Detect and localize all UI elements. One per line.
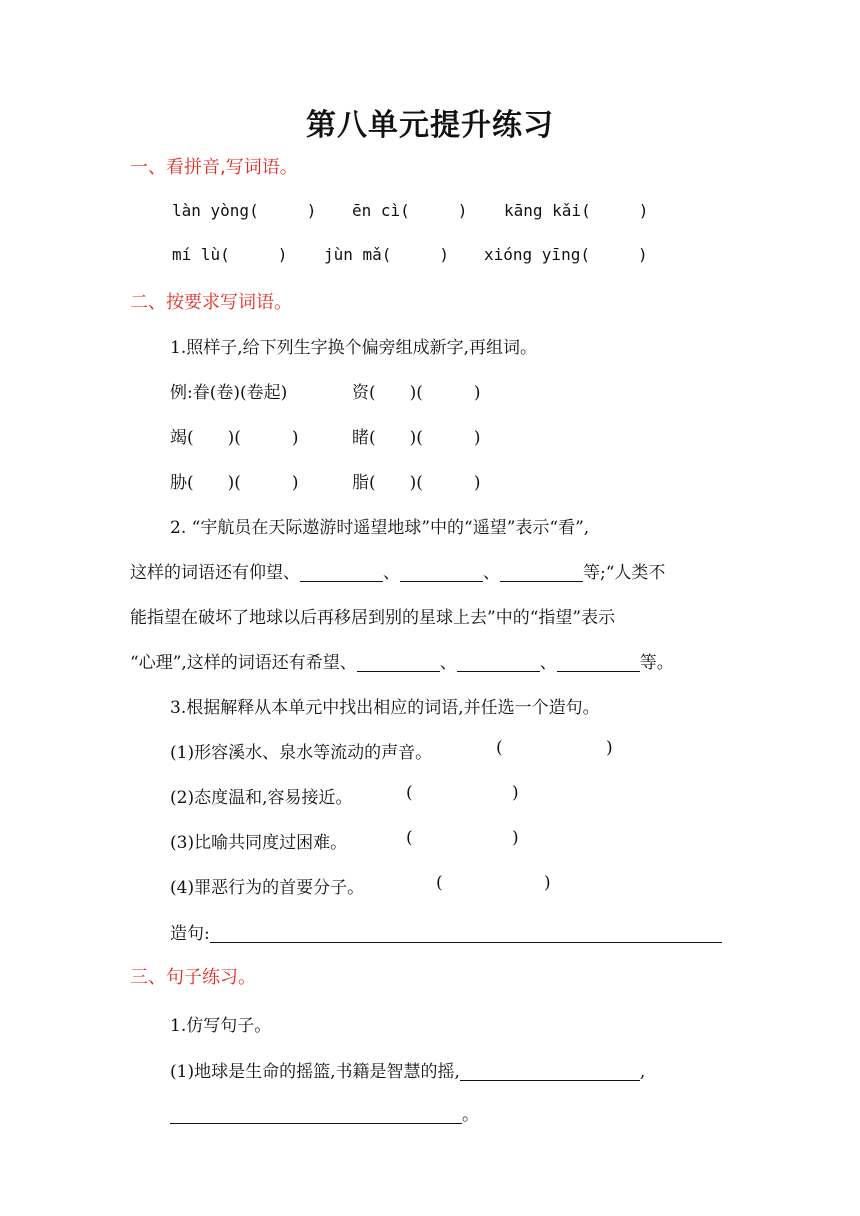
fill-blank[interactable] [357, 653, 440, 672]
q2-text: “心理”,这样的词语还有希望、 [130, 653, 357, 673]
paren-open: ( [496, 738, 503, 758]
q1-blank-item: 脂( )( ) [352, 473, 481, 493]
q2-line-2 [130, 558, 665, 583]
q1-blank-item: 竭( )( ) [170, 428, 299, 448]
paren-open: ( [436, 873, 443, 893]
pinyin-item: ēn cì( ) [352, 201, 468, 220]
section-2-heading: 二、按要求写词语。 [130, 292, 292, 313]
page-title: 第八单元提升练习 [306, 108, 554, 143]
q3-item-text: (3)比喻共同度过困难。 [170, 833, 348, 853]
fill-blank[interactable] [500, 563, 583, 582]
q2-line-4 [130, 648, 674, 673]
q2-text: 等;“人类不 [583, 563, 666, 583]
sentence-label: 造句: [170, 924, 210, 944]
paren-open: ( [406, 828, 413, 848]
paren-close: ) [512, 828, 519, 848]
separator: 、 [383, 563, 400, 583]
q2-line-3: 能指望在破坏了地球以后再移居到别的星球上去”中的“指望”表示 [130, 608, 616, 628]
pinyin-item: kāng kǎi( ) [504, 201, 649, 220]
q1-example: 例:眷(卷)(卷起) [170, 383, 288, 403]
separator: 、 [483, 563, 500, 583]
paren-open: ( [406, 783, 413, 803]
fill-blank[interactable] [557, 653, 640, 672]
q1-instruction: 1.照样子,给下列生字换个偏旁组成新字,再组词。 [170, 338, 538, 358]
q1-blank-item: 睹( )( ) [352, 428, 481, 448]
q3-item-1 [170, 738, 613, 763]
fill-blank[interactable] [170, 1105, 462, 1124]
s3q1-item-text: (1)地球是生命的摇篮,书籍是智慧的摇, [170, 1062, 460, 1082]
paren-close: ) [544, 873, 551, 893]
pinyin-item: xióng yīng( ) [484, 245, 648, 264]
paren-close: ) [512, 783, 519, 803]
sentence-row [170, 919, 722, 944]
s3q1-item-1-cont [170, 1100, 479, 1125]
pinyin-item: làn yòng( ) [172, 201, 317, 220]
q2-text: 等。 [639, 653, 674, 673]
q2-text: 这样的词语还有仰望、 [130, 563, 300, 583]
q3-item-3 [170, 828, 519, 853]
q3-item-text: (4)罪恶行为的首要分子。 [170, 878, 365, 898]
q3-item-4 [170, 873, 551, 898]
fill-blank[interactable] [400, 563, 483, 582]
pinyin-item: mí lù( ) [172, 245, 288, 264]
pinyin-item: jùn mǎ( ) [324, 245, 450, 264]
fill-blank[interactable] [300, 563, 383, 582]
q3-item-text: (2)态度温和,容易接近。 [170, 788, 353, 808]
paren-close: ) [606, 738, 613, 758]
comma: , [639, 1062, 646, 1082]
q1-blank-item: 胁( )( ) [170, 473, 299, 493]
fill-blank[interactable] [457, 653, 540, 672]
q2-line-1: 2. “宇航员在天际遨游时遥望地球”中的“遥望”表示“看”, [170, 518, 590, 538]
q3-item-2 [170, 783, 519, 808]
section-3-heading: 三、句子练习。 [130, 967, 256, 988]
s3q1-item-1 [170, 1057, 645, 1082]
section-1-heading: 一、看拼音,写词语。 [130, 157, 298, 178]
separator: 、 [539, 653, 557, 673]
q1-blank-item: 资( )( ) [352, 383, 481, 403]
q3-item-text: (1)形容溪水、泉水等流动的声音。 [170, 743, 433, 763]
separator: 、 [439, 653, 457, 673]
period: 。 [462, 1105, 479, 1125]
fill-blank[interactable] [460, 1062, 640, 1081]
q3-instruction: 3.根据解释从本单元中找出相应的词语,并任选一个造句。 [170, 698, 600, 718]
s3q1-instruction: 1.仿写句子。 [170, 1016, 272, 1036]
sentence-blank[interactable] [210, 924, 722, 943]
